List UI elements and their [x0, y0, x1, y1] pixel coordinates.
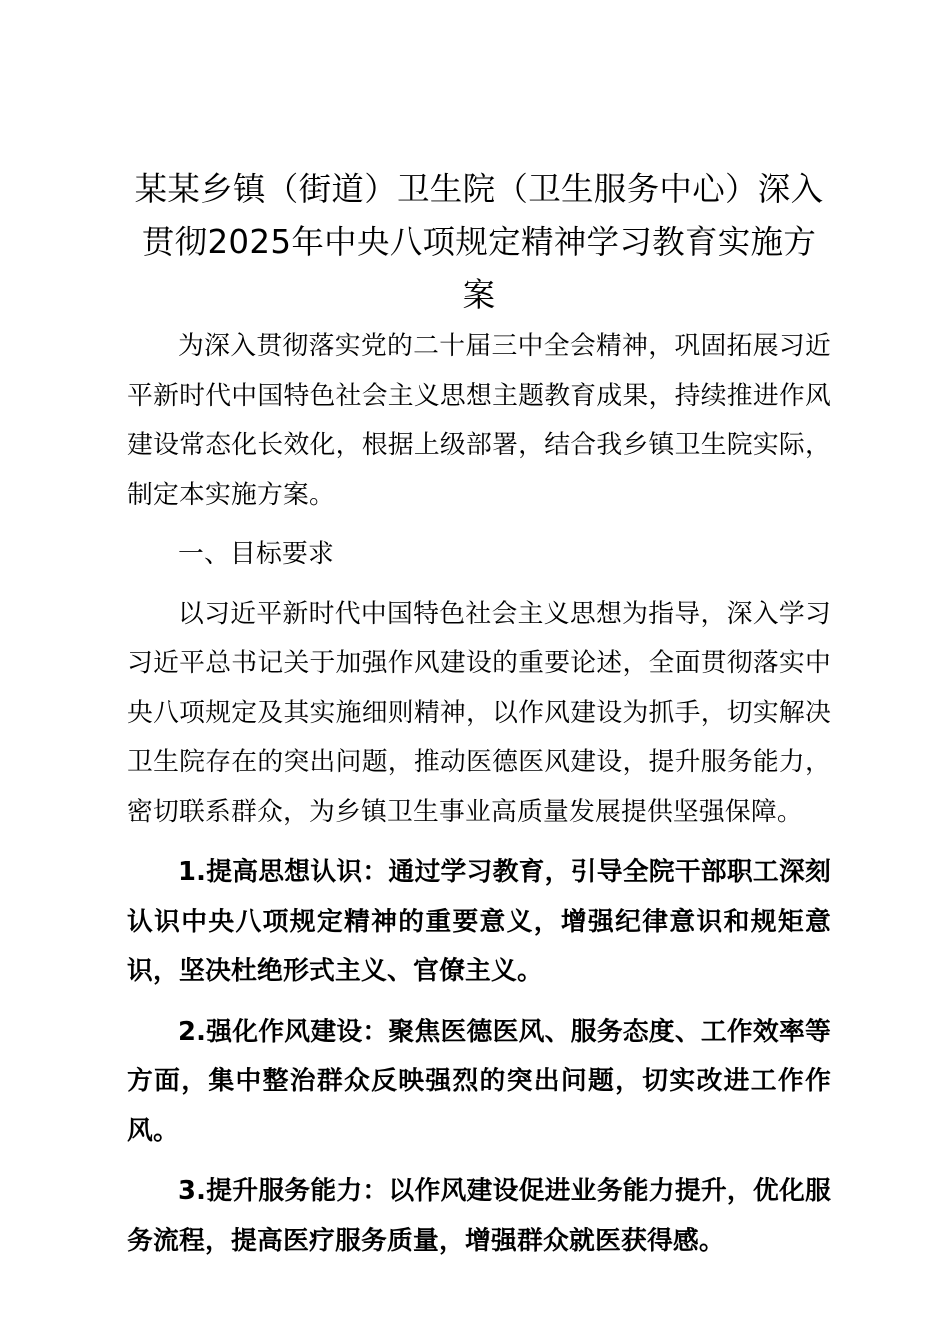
spacer	[127, 520, 831, 530]
intro-paragraph: 为深入贯彻落实党的二十届三中全会精神，巩固拓展习近平新时代中国特色社会主义思想主题教育成果，持续推进作风建设常态化长效化，根据上级部署，结合我乡镇卫生院实际，制定本实施方案。	[127, 331, 831, 510]
section-paragraph: 以习近平新时代中国特色社会主义思想为指导，深入学习习近平总书记关于加强作风建设的重要论述，全面贯彻落实中央八项规定及其实施细则精神，以作风建设为抓手，切实解决卫生院存在的突出问题，推动医德医风建设，提升服务能力，密切联系群众，为乡镇卫生事业高质量发展提供坚强保障。	[127, 598, 831, 827]
document-title: 某某乡镇（街道）卫生院（卫生服务中心）深入贯彻2025年中央八项规定精神学习教育实施方案	[134, 170, 824, 314]
spacer	[127, 997, 831, 1008]
goal-item-2: 2.强化作风建设：聚焦医德医风、服务态度、工作效率等方面，集中整治群众反映强烈的突出问题，切实改进工作作风。	[127, 1016, 831, 1146]
spacer	[127, 580, 831, 590]
section-heading: 一、目标要求	[178, 539, 334, 569]
spacer	[127, 837, 831, 848]
goal-item-3: 3.提升服务能力：以作风建设促进业务能力提升，优化服务流程，提高医疗服务质量，增强群众就医获得感。	[127, 1176, 831, 1256]
spacer	[127, 1156, 831, 1167]
goal-item-1: 1.提高思想认识：通过学习教育，引导全院干部职工深刻认识中央八项规定精神的重要意义，增强纪律意识和规矩意识，坚决杜绝形式主义、官僚主义。	[127, 857, 831, 986]
